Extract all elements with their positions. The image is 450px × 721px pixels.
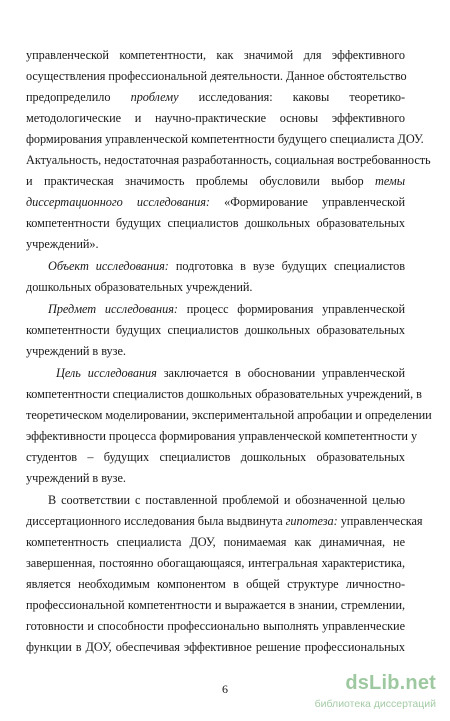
- text-line: методологические и научно-практические основы эффективного: [26, 111, 405, 125]
- text-line: [26, 89, 405, 105]
- italic-term: проблему: [130, 90, 179, 104]
- watermark-logo: dsLib.net: [345, 672, 436, 694]
- text-line: [56, 365, 405, 381]
- text-line: функции в ДОУ, обеспечивая эффективное решение профессиональных: [26, 640, 405, 654]
- text-line: [26, 513, 423, 529]
- text-line: эффективности процесса формирования управленческой компетентности у: [26, 429, 418, 443]
- text-segment: управленческая: [337, 514, 423, 528]
- text-line: учреждений в вузе.: [26, 344, 126, 358]
- italic-term: диссертационного исследования:: [26, 195, 210, 209]
- italic-term: Объект исследования:: [48, 259, 169, 273]
- text-line: В соответствии с поставленной проблемой и обозначенной целью: [48, 493, 405, 507]
- italic-term: гипотеза:: [285, 514, 338, 528]
- text-segment: исследования: каковы теоретико-: [178, 90, 405, 104]
- text-line: компетентности будущих специалистов дошкольных образовательных: [26, 323, 405, 337]
- text-line: готовности и способности профессионально выполнять управленческие: [26, 619, 405, 633]
- text-line: дошкольных образовательных учреждений.: [26, 280, 253, 294]
- text-segment: процесс формирования управленческой: [177, 302, 406, 316]
- text-segment: диссертационного исследования была выдвинута: [26, 514, 286, 528]
- text-line: профессиональной компетентности и выражается в знании, стремлении,: [26, 598, 405, 612]
- text-line: [26, 194, 405, 210]
- watermark: [306, 672, 436, 716]
- text-line: формирования управленческой компетентности будущего специалиста ДОУ.: [26, 132, 424, 146]
- italic-term: Предмет исследования:: [48, 302, 178, 316]
- text-line: Актуальность, недостаточная разработанность, социальная востребованность: [26, 153, 431, 167]
- text-line: [48, 258, 405, 274]
- text-line: [48, 301, 405, 317]
- page-number: 6: [222, 682, 228, 696]
- text-segment: подготовка в вузе будущих специалистов: [168, 259, 405, 273]
- text-line: осуществления профессиональной деятельности. Данное обстоятельство: [26, 69, 407, 83]
- text-line: компетентности специалистов дошкольных образовательных учреждений, в: [26, 387, 422, 401]
- text-line: [26, 173, 405, 189]
- text-line: компетентности будущих специалистов дошкольных образовательных: [26, 216, 405, 230]
- text-line: теоретическом моделировании, экспериментальной апробации и определении: [26, 408, 432, 422]
- text-line: учреждений в вузе.: [26, 471, 126, 485]
- text-line: управленческой компетентности, как значимой для эффективного: [26, 48, 405, 62]
- text-segment: и практическая значимость проблемы обусловили выбор: [26, 174, 375, 188]
- text-segment: предопределило: [26, 90, 131, 104]
- italic-term: Цель исследования: [56, 366, 157, 380]
- text-line: учреждений».: [26, 237, 99, 251]
- watermark-subtitle: библиотека диссертаций: [314, 698, 436, 710]
- text-segment: «Формирование управленческой: [209, 195, 405, 209]
- text-line: компетентность специалиста ДОУ, понимаемая как динамичная, не: [26, 535, 405, 549]
- italic-term: темы: [374, 174, 405, 188]
- text-segment: заключается в обосновании управленческой: [156, 366, 405, 380]
- text-line: завершенная, постоянно обогащающаяся, интегральная характеристика,: [26, 556, 405, 570]
- text-line: студентов – будущих специалистов дошкольных образовательных: [26, 450, 405, 464]
- text-line: является необходимым компонентом в общей структуре личностно-: [26, 577, 405, 591]
